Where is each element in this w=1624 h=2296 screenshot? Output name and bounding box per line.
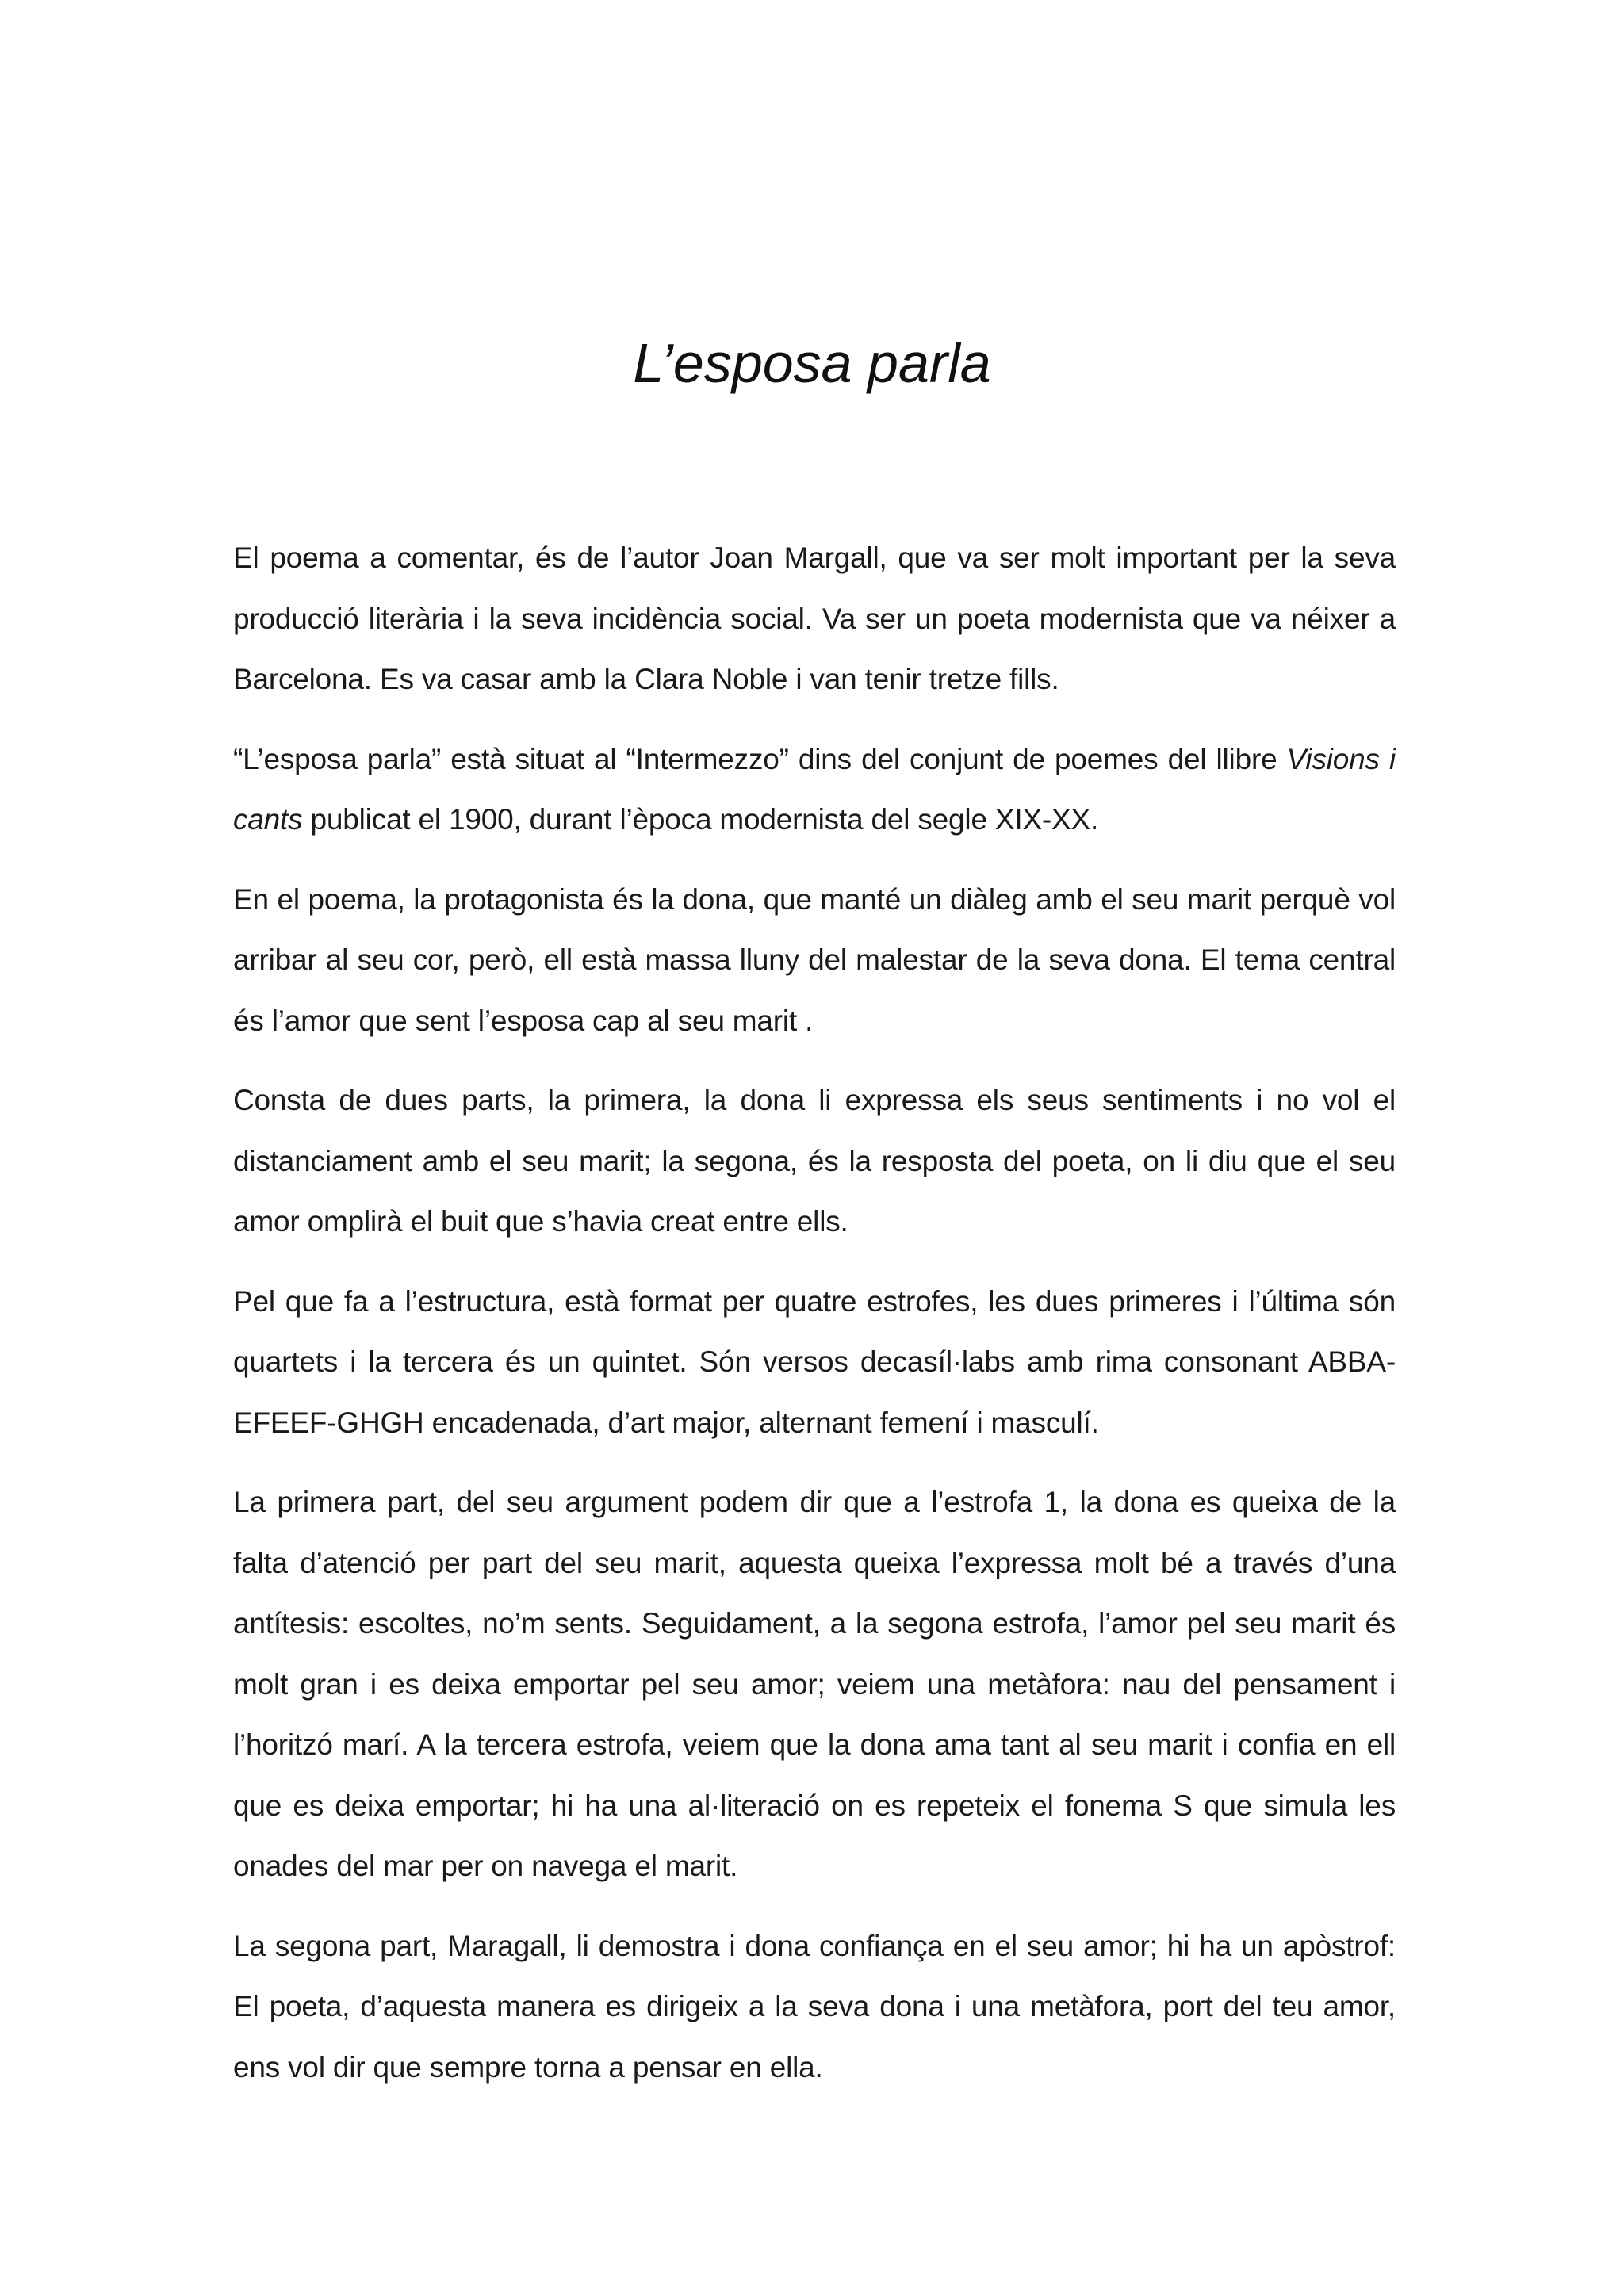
- paragraph-text: El poema a comentar, és de l’autor Joan Margall, que va ser molt important per la seva producció literària i la seva incidència social. Va ser un poeta modernista que va néixer a Barcelona. Es va casar amb la Clara Noble i van tenir tretze fills.: [233, 541, 1396, 695]
- document-title: L’esposa parla: [633, 332, 991, 394]
- paragraph-5: [233, 1272, 1396, 1454]
- paragraph-text: Consta de dues parts, la primera, la dona li expressa els seus sentiments i no vol el distanciament amb el seu marit; la segona, és la resposta del poeta, on li diu que el seu amor omplirà el buit que s’havia creat entre ells.: [233, 1084, 1396, 1238]
- paragraph-text: Pel que fa a l’estructura, està format per quatre estrofes, les dues primeres i l’última són quartets i la tercera és un quintet. Són versos decasíl·labs amb rima consonant ABBA-EFEEF-GHGH encadenada, d’art major, alternant femení i masculí.: [233, 1284, 1396, 1439]
- paragraph-text: La segona part, Maragall, li demostra i dona confiança en el seu amor; hi ha un apòstrof: El poeta, d’aquesta manera es dirigeix a la seva dona i una metàfora, port del teu amor, ens vol dir que sempre torna a pensar en ella.: [233, 1929, 1396, 2084]
- paragraph-1: [233, 528, 1396, 710]
- paragraph-text: En el poema, la protagonista és la dona, que manté un diàleg amb el seu marit perquè vol arribar al seu cor, però, ell està massa lluny del malestar de la seva dona. El tema central és l’amor que sent l’esposa cap al seu marit .: [233, 882, 1396, 1037]
- paragraph-4: [233, 1070, 1396, 1253]
- paragraph-2: [233, 729, 1396, 851]
- document-body: [233, 528, 1396, 2117]
- book-title: Visions i cants: [233, 742, 1396, 836]
- paragraph-3: [233, 870, 1396, 1052]
- paragraph-text: “L’esposa parla” està situat al “Intermezzo” dins del conjunt de poemes del llibre: [233, 742, 1287, 775]
- paragraph-6: [233, 1472, 1396, 1897]
- paragraph-text: publicat el 1900, durant l’època modernista del segle XIX-XX.: [302, 803, 1099, 836]
- paragraph-text: La primera part, del seu argument podem dir que a l’estrofa 1, la dona es queixa de la falta d’atenció per part del seu marit, aquesta queixa l’expressa molt bé a través d’una antítesis: escoltes, no’m sents. Seguidament, a la segona estrofa, l’amor pel seu marit és molt gran i es deixa emportar pel seu amor; veiem una metàfora: nau del pensament i l’horitzó marí. A la tercera estrofa, veiem que la dona ama tant al seu marit i confia en ell que es deixa emportar; hi ha una al·literació on es repeteix el fonema S que simula les onades del mar per on navega el marit.: [233, 1486, 1396, 1882]
- paragraph-7: [233, 1916, 1396, 2099]
